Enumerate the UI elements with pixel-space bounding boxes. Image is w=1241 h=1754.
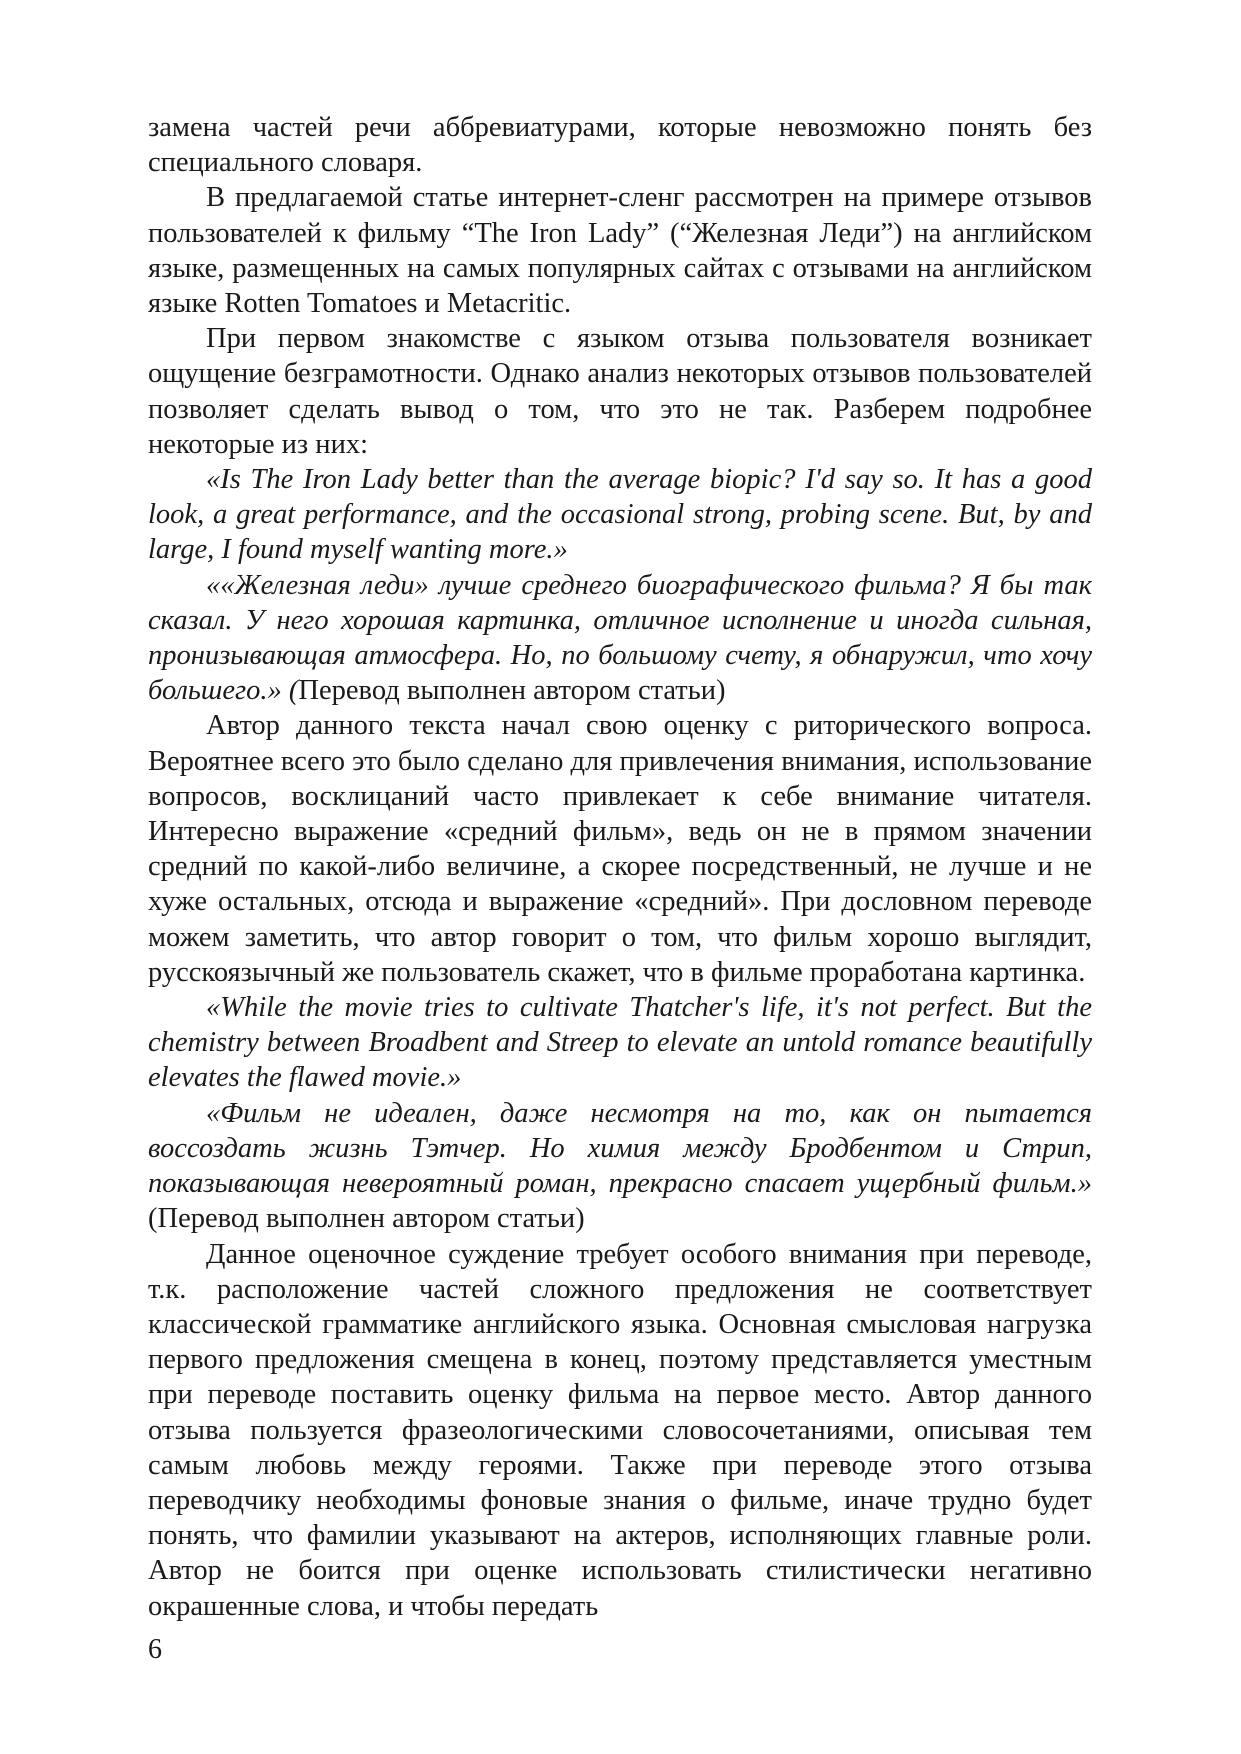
quote-text: «While the movie tries to cultivate Thatcher's life, it's not perfect. But the chemistry between Broadbent and Streep to elevate an untold romance beautifully elevates the flawed movie.»	[148, 992, 1092, 1094]
paragraph-analysis-intro	[148, 321, 1092, 462]
quote-text: ««Железная леди» лучше среднего биографического фильма? Я бы так сказал. У него хорошая картинка, отличное исполнение и иногда сильная, пронизывающая атмосфера. Но, по большому счету, я обнаружил, что хочу большего.» (	[148, 569, 1092, 707]
paragraph-text: замена частей речи аббревиатурами, которые невозможно понять без специального словаря.	[148, 112, 1092, 179]
paragraph-text: В предлагаемой статье интернет-сленг рассмотрен на примере отзывов пользователей к фильму “The Iron Lady” (“Железная Леди”) на английском языке, размещенных на самых популярных сайтах с отзывами на английском языке Rotten Tomatoes и Metacritic.	[148, 182, 1092, 320]
quote-text: «Фильм не идеален, даже несмотря на то, как он пытается воссоздать жизнь Тэтчер. Но химия между Бродбентом и Стрип, показывающая невероятный роман, прекрасно спасает ущербный фильм.»	[148, 1097, 1092, 1200]
quote-text: «Is The Iron Lady better than the average biopic? I'd say so. It has a good look, a great performance, and the occasional strong, probing scene. But, by and large, I found myself wanting more.»	[148, 464, 1092, 566]
paragraph-text: Автор данного текста начал свою оценку с риторического вопроса. Вероятнее всего это было сделано для привлечения внимания, использование вопросов, восклицаний часто привлекает к себе внимание читателя. Интересно выражение «средний фильм», ведь он не в прямом значении средний по какой-либо величине, а скорее посредственный, не лучше и не хуже остальных, отсюда и выражение «средний». При дословном переводе можем заметить, что автор говорит о том, что фильм хорошо выглядит, русскоязычный же пользователь скажет, что в фильме проработана картинка.	[148, 710, 1092, 988]
paragraph-commentary-2	[148, 1237, 1092, 1624]
paragraph-text: При первом знакомстве с языком отзыва пользователя возникает ощущение безграмотности. Однако анализ некоторых отзывов пользователей позволяет сделать вывод о том, что это не так. Разберем подробнее некоторые из них:	[148, 323, 1092, 460]
quote-review-english-1	[148, 462, 1092, 568]
paragraph-text: Данное оценочное суждение требует особого внимания при переводе, т.к. расположение частей сложного предложения не соответствует классической грамматике английского языка. Основная смысловая нагрузка первого предложения смещена в конец, поэтому представляется уместным при переводе поставить оценку фильма на первое место. Автор данного отзыва пользуется фразеологическими словосочетаниями, описывая тем самым любовь между героями. Также при переводе этого отзыва переводчику необходимы фоновые знания о фильме, иначе трудно будет понять, что фамилии указывают на актеров, исполняющих главные роли. Автор не боится при оценке использовать стилистически негативно окрашенные слова, и чтобы передать	[148, 1238, 1092, 1622]
paragraph-intro	[148, 180, 1092, 321]
quote-review-translation-1	[148, 568, 1092, 709]
paragraph-continuation	[148, 110, 1092, 180]
quote-review-translation-2	[148, 1096, 1092, 1237]
translation-note: (Перевод выполнен автором статьи)	[148, 1203, 585, 1235]
paragraph-commentary-1	[148, 708, 1092, 990]
page-number: 6	[148, 1634, 162, 1665]
translation-note: Перевод выполнен автором статьи)	[298, 675, 726, 707]
page-body	[148, 110, 1092, 1624]
quote-review-english-2	[148, 990, 1092, 1096]
